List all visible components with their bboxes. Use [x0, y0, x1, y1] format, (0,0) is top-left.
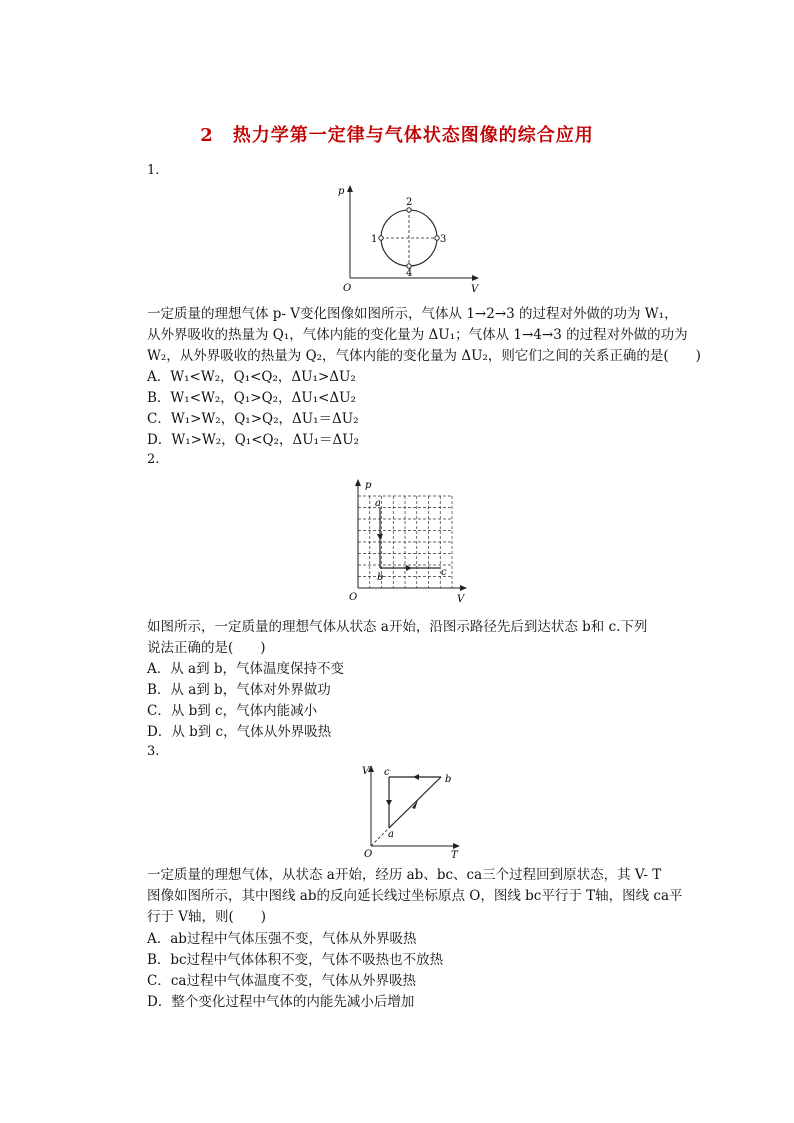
q2-option-d: D．从 b到 c，气体从外界吸热 [147, 724, 332, 740]
q1-label-3: 3 [440, 234, 447, 245]
q1-option-a: A．W₁<W₂，Q₁<Q₂，ΔU₁>ΔU₂ [147, 369, 356, 385]
q1-pv-figure [330, 180, 490, 295]
q2-label-b: b [377, 572, 384, 583]
q1-point-3 [435, 236, 439, 240]
q3-label-c: c [384, 767, 390, 778]
q2-option-c: C．从 b到 c，气体内能减小 [147, 703, 318, 719]
q3-option-b: B．bc过程中气体体积不变，气体不吸热也不放热 [147, 952, 444, 968]
q1-point-2 [407, 208, 411, 212]
q2-label-a: a [375, 498, 381, 509]
q1-p-label: p [338, 186, 345, 197]
q3-t-label: T [451, 850, 458, 861]
q1-label-1: 1 [371, 234, 378, 245]
q1-stem-line2: 从外界吸收的热量为 Q₁，气体内能的变化量为 ΔU₁；气体从 1→4→3 的过程对外做的功为 [147, 327, 688, 343]
q2-option-b: B．从 a到 b，气体对外界做功 [147, 682, 331, 698]
q3-arrow-bc [413, 774, 419, 780]
q3-option-d: D．整个变化过程中气体的内能先减小后增加 [147, 994, 415, 1010]
q2-arrow-bc [406, 565, 412, 571]
q3-origin-label: O [364, 849, 373, 860]
q2-label-c: c [441, 567, 447, 578]
q1-option-c: C．W₁>W₂，Q₁>Q₂，ΔU₁＝ΔU₂ [147, 411, 359, 427]
q2-pv-grid-figure [344, 476, 474, 606]
q3-arrow-ca [386, 800, 392, 806]
q3-v-label: V [362, 766, 370, 777]
q3-dashed-extension [371, 828, 389, 846]
q3-label-a: a [388, 829, 394, 840]
q3-stem-line3: 行于 V轴，则( ) [147, 909, 267, 925]
q3-stem-line1: 一定质量的理想气体，从状态 a开始，经历 ab、bc、ca三个过程回到原状态，其 V- T [147, 867, 662, 883]
q1-point-1 [379, 236, 383, 240]
q2-p-label: p [365, 480, 372, 491]
q3-path-ab [389, 777, 441, 828]
page-title: 2 热力学第一定律与气体状态图像的综合应用 [200, 125, 594, 146]
q1-origin-label: O [343, 283, 352, 294]
q2-v-label: V [457, 594, 465, 605]
q1-stem-line1: 一定质量的理想气体 p- V变化图像如图所示，气体从 1→2→3 的过程对外做的功为 W₁， [147, 306, 678, 322]
q1-number: 1. [147, 163, 160, 178]
q2-stem-line2: 说法正确的是( ) [147, 640, 266, 656]
q1-option-d: D．W₁>W₂，Q₁<Q₂，ΔU₁＝ΔU₂ [147, 432, 360, 448]
q3-label-b: b [445, 774, 452, 785]
q2-origin-label: O [349, 592, 358, 603]
q3-option-a: A．ab过程中气体压强不变，气体从外界吸热 [147, 931, 417, 947]
q1-stem-line3: W₂，从外界吸收的热量为 Q₂，气体内能的变化量为 ΔU₂，则它们之间的关系正确的是( ) [147, 348, 701, 364]
q1-label-2: 2 [406, 197, 413, 208]
q1-label-4: 4 [406, 268, 413, 279]
q1-option-b: B．W₁<W₂，Q₁>Q₂，ΔU₁<ΔU₂ [147, 390, 356, 406]
q2-option-a: A．从 a到 b，气体温度保持不变 [147, 661, 345, 677]
q2-number: 2. [147, 452, 160, 467]
q3-stem-line2: 图像如图所示，其中图线 ab的反向延长线过坐标原点 O，图线 bc平行于 T轴，图线 ca平 [147, 888, 683, 904]
q1-v-label: V [471, 284, 479, 295]
q2-arrow-ab [377, 534, 383, 540]
q3-number: 3. [147, 744, 160, 759]
q3-vt-figure [357, 762, 467, 862]
q2-dashed-grid [358, 496, 452, 588]
q3-option-c: C．ca过程中气体温度不变，气体从外界吸热 [147, 973, 416, 989]
q2-stem-line1: 如图所示，一定质量的理想气体从状态 a开始，沿图示路径先后到达状态 b和 c.下列 [147, 619, 648, 635]
